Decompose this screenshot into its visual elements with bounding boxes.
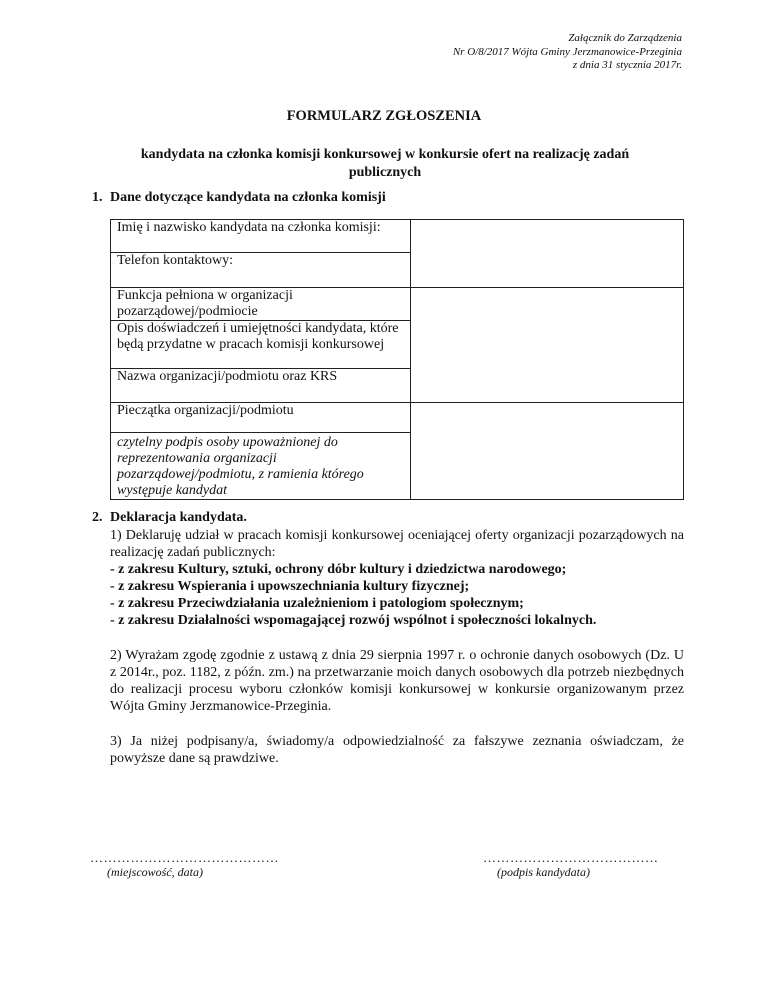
list-item: - z zakresu Kultury, sztuki, ochrony dóbr kultury i dziedzictwa narodowego;	[110, 562, 567, 577]
section-title: Dane dotyczące kandydata na członka komisji	[110, 190, 386, 205]
attachment-note	[453, 32, 682, 73]
declaration-paragraph-3: 3) Ja niżej podpisany/a, świadomy/a odpowiedzialność za fałszywe zeznania oświadczam, że powyższe dane są prawdziwe.	[110, 734, 684, 766]
row-label-organization: Nazwa organizacji/podmiotu oraz KRS	[111, 369, 411, 403]
row-label-phone: Telefon kontaktowy:	[111, 253, 411, 288]
form-title: FORMULARZ ZGŁOSZENIA	[286, 108, 482, 124]
list-item: - z zakresu Działalności wspomagającej rozwój wspólnot i społeczności lokalnych.	[110, 613, 597, 628]
table-row	[111, 220, 684, 253]
signature-line-candidate[interactable]: …………………………………	[483, 850, 659, 865]
candidate-data-table	[110, 219, 684, 500]
table-row	[111, 403, 684, 433]
attachment-note-line: Nr O/8/2017 Wójta Gminy Jerzmanowice-Przeginia	[452, 45, 682, 58]
field-function[interactable]	[411, 288, 684, 403]
section-number: 2.	[92, 510, 103, 525]
row-label-name: Imię i nazwisko kandydata na członka komisji:	[111, 220, 411, 253]
declaration-paragraph-2: 2) Wyrażam zgodę zgodnie z ustawą z dnia 29 sierpnia 1997 r. o ochronie danych osobowych (Dz. U z 2014r., poz. 1182, z późn. zm.) na przetwarzanie moich danych osobowych dla potrzeb niezbędnych do realizacji procesu wyboru członków komisji konkursowej w konkursie organizowanym przez Wójta Gminy Jerzmanowice-Przeginia.	[110, 648, 684, 714]
signature-line-place-date[interactable]: ……………………………………	[90, 850, 279, 865]
section-title: Deklaracja kandydata.	[110, 510, 247, 525]
row-label-function: Funkcja pełniona w organizacji pozarządowej/podmiocie	[111, 288, 411, 321]
caption-place-date: (miejscowość, data)	[107, 865, 203, 879]
list-item: - z zakresu Przeciwdziałania uzależnieniom i patologiom społecznym;	[110, 596, 524, 611]
section-1-heading	[92, 190, 386, 206]
declaration-paragraph-1: 1) Deklaruję udział w pracach komisji konkursowej oceniającej oferty organizacji pozarządowych na realizację zadań publicznych:	[110, 528, 684, 560]
list-item: - z zakresu Wspierania i upowszechniania kultury fizycznej;	[110, 579, 470, 594]
row-label-experience: Opis doświadczeń i umiejętności kandydata, które będą przydatne w pracach komisji konkursowej	[111, 321, 411, 369]
caption-candidate-signature: (podpis kandydata)	[497, 865, 590, 879]
section-2-heading	[92, 510, 247, 526]
section-number: 1.	[92, 190, 103, 205]
row-label-stamp: Pieczątka organizacji/podmiotu	[111, 403, 411, 433]
declaration-body	[110, 527, 684, 767]
attachment-note-line: Załącznik do Zarządzenia	[568, 32, 682, 44]
row-label-authorized-signature: czytelny podpis osoby upoważnionej do reprezentowania organizacji pozarządowej/podmiotu, z ramienia którego występuje kandydat	[111, 433, 411, 500]
form-subtitle: kandydata na członka komisji konkursowej w konkursie ofert na realizację zadań publicznych	[140, 147, 630, 180]
field-stamp-signature[interactable]	[411, 403, 684, 500]
field-name[interactable]	[411, 220, 684, 288]
attachment-note-line: z dnia 31 stycznia 2017r.	[572, 59, 682, 71]
declaration-scope-list	[110, 561, 684, 629]
table-row	[111, 288, 684, 321]
